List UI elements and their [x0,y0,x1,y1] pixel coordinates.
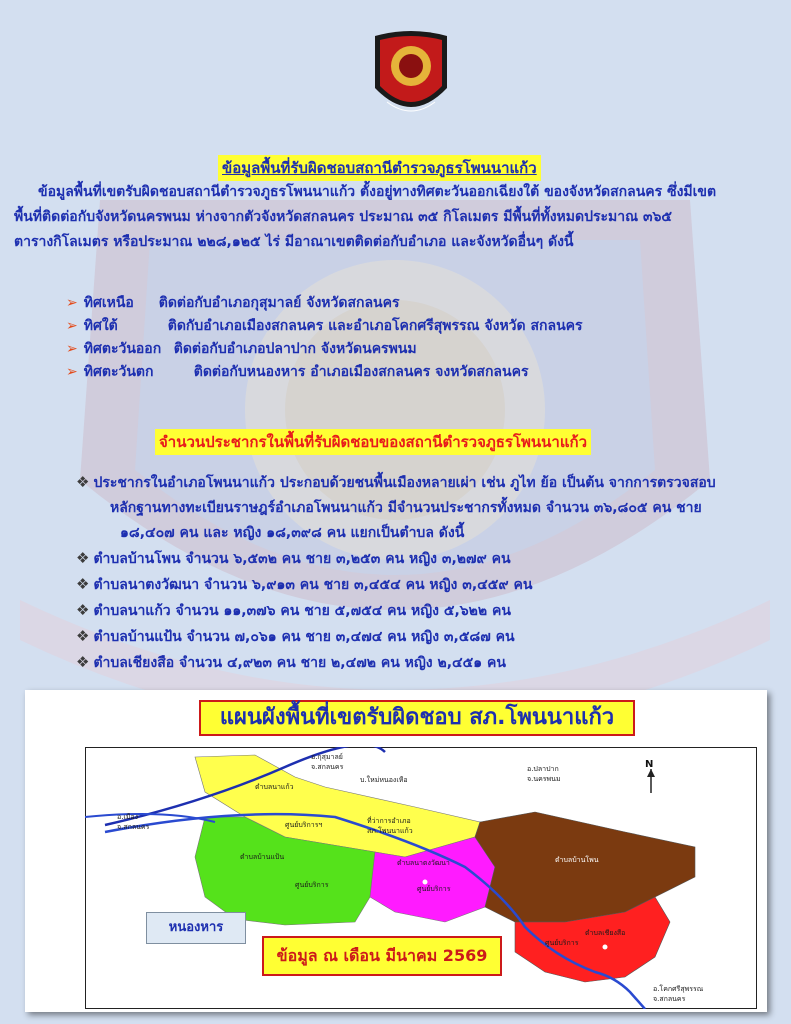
subdistrict-row: ❖ ตำบลเชียงสือ จำนวน ๔,๙๒๓ คน ชาย ๒,๔๗๒ คน หญิง ๒,๔๕๑ คน [76,653,506,671]
arrow-bullet-icon: ➢ [66,318,78,334]
label-center4: ศูนย์บริการ [545,939,579,947]
diamond-bullet-icon: ❖ [76,575,90,593]
arrow-bullet-icon: ➢ [66,341,78,357]
intro-line: ตารางกิโลเมตร หรือประมาณ ๒๒๘,๑๒๕ ไร่ มีอาณาเขตติดต่อกับอำเภอ และจังหวัดอื่นๆ ดังนี้ [14,234,574,250]
subdistrict-row: ❖ ตำบลนาแก้ว จำนวน ๑๑,๓๗๖ คน ชาย ๕,๗๕๔ คน หญิง ๕,๖๒๒ คน [76,601,511,619]
diamond-bullet-icon: ❖ [76,601,90,619]
boundary-list [66,292,583,384]
arrow-bullet-icon: ➢ [66,364,78,380]
label-sakon1: จ.สกลนคร [311,763,344,771]
map-panel [25,690,767,1012]
road-secondary [85,814,215,822]
label-kusuman: อ.กุสุมาลย์ [311,753,343,761]
label-plapak: อ.ปลาปาก [527,765,559,773]
population-summary-line: ๑๘,๔๐๗ คน และ หญิง ๑๘,๓๙๘ คน แยกเป็นตำบล ดังนี้ [120,525,465,541]
label-district-office: ที่ว่าการอำเภอ [367,817,411,825]
label-t-natong: ตำบลนาตงวัฒนา [397,859,450,867]
label-center1: ศูนย์บริการฯ [285,821,323,829]
label-nakhonphanom: จ.นครพนม [527,775,561,783]
label-mueang: อ.เมือง [117,813,139,821]
svg-text:N: N [645,759,654,770]
intro-paragraph [14,180,779,255]
intro-line: ข้อมูลพื้นที่เขตรับผิดชอบสถานีตำรวจภูธรโพนนาแก้ว ตั้งอยู่ทางทิศตะวันออกเฉียงใต้ ของจังหวัดสกลนคร ซึ่งมีเขต [38,184,717,200]
diamond-bullet-icon: ❖ [76,653,90,671]
page-title: ข้อมูลพื้นที่รับผิดชอบสถานีตำรวจภูธรโพนนาแก้ว [218,155,541,181]
subdistrict-row: ❖ ตำบลบ้านแป้น จำนวน ๗,๐๖๑ คน ชาย ๓,๔๗๔ คน หญิง ๓,๕๘๗ คน [76,627,515,645]
label-t-chiangsue: ตำบลเชียงสือ [585,929,626,937]
diamond-bullet-icon: ❖ [76,473,90,491]
boundary-west: ➢ ทิศตะวันตก ติดต่อกับหนองหาร อำเภอเมืองสกลนคร จงหวัดสกลนคร [66,364,529,380]
boundary-east: ➢ ทิศตะวันออก ติดต่อกับอำเภอปลาปาก จังหวัดนครพนม [66,341,417,357]
map-title: แผนผังพื้นที่เขตรับผิดชอบ สภ.โพนนาแก้ว [199,700,635,736]
diamond-bullet-icon: ❖ [76,549,90,567]
label-t-banpaen: ตำบลบ้านแป้น [240,853,285,861]
label-sakon2: จ.สกลนคร [117,823,150,831]
label-center3: ศูนย์บริการ [417,885,451,893]
map-point [423,880,428,885]
north-arrow-icon [645,759,655,793]
label-khoksri: อ.โคกศรีสุพรรณ [653,985,704,993]
nonghan-label: หนองหาร [146,912,246,944]
data-date-label: ข้อมูล ณ เดือน มีนาคม 2569 [262,936,502,976]
arrow-bullet-icon: ➢ [66,295,78,311]
police-emblem [367,28,455,128]
label-sakon3: จ.สกลนคร [653,995,686,1003]
population-section [76,470,776,676]
boundary-south: ➢ ทิศใต้ ติดกับอำเภอเมืองสกลนคร และอำเภอโคกศรีสุพรรณ จังหวัด สกลนคร [66,318,583,334]
label-nonghuea: บ.ใหม่หนองเหือ [360,776,408,784]
label-t-nakaeo: ตำบลนาแก้ว [255,783,294,791]
subdistrict-row: ❖ ตำบลบ้านโพน จำนวน ๖,๕๓๒ คน ชาย ๓,๒๕๓ คน หญิง ๓,๒๗๙ คน [76,549,511,567]
population-summary-line: หลักฐานทางทะเบียนราษฎร์อำเภอโพนนาแก้ว มีจำนวนประชากรทั้งหมด จำนวน ๓๖,๘๐๕ คน ชาย [110,500,702,516]
intro-line: พื้นที่ติดต่อกับจังหวัดนครพนม ห่างจากตัวจังหวัดสกลนคร ประมาณ ๓๕ กิโลเมตร มีพื้นที่ทั้งหมดประมาณ ๓๖๕ [14,209,673,225]
boundary-north: ➢ ทิศเหนือ ติดต่อกับอำเภอกุสุมาลย์ จังหวัดสกลนคร [66,295,400,311]
diamond-bullet-icon: ❖ [76,627,90,645]
label-center2: ศูนย์บริการ [295,881,329,889]
subdistrict-row: ❖ ตำบลนาตงวัฒนา จำนวน ๖,๙๑๓ คน ชาย ๓,๔๕๔ คน หญิง ๓,๔๕๙ คน [76,575,533,593]
population-summary-line: ❖ ประชากรในอำเภอโพนนาแก้ว ประกอบด้วยชนพื้นเมืองหลายเผ่า เช่น ภูไท ย้อ เป็นต้น จากการตรวจสอบ [76,473,716,491]
map-point [603,945,608,950]
label-police-station: สภ.โพนนาแก้ว [367,827,413,835]
population-title: จำนวนประชากรในพื้นที่รับผิดชอบของสถานีตำรวจภูธรโพนนาแก้ว [155,429,591,455]
label-t-banphon: ตำบลบ้านโพน [555,856,599,864]
